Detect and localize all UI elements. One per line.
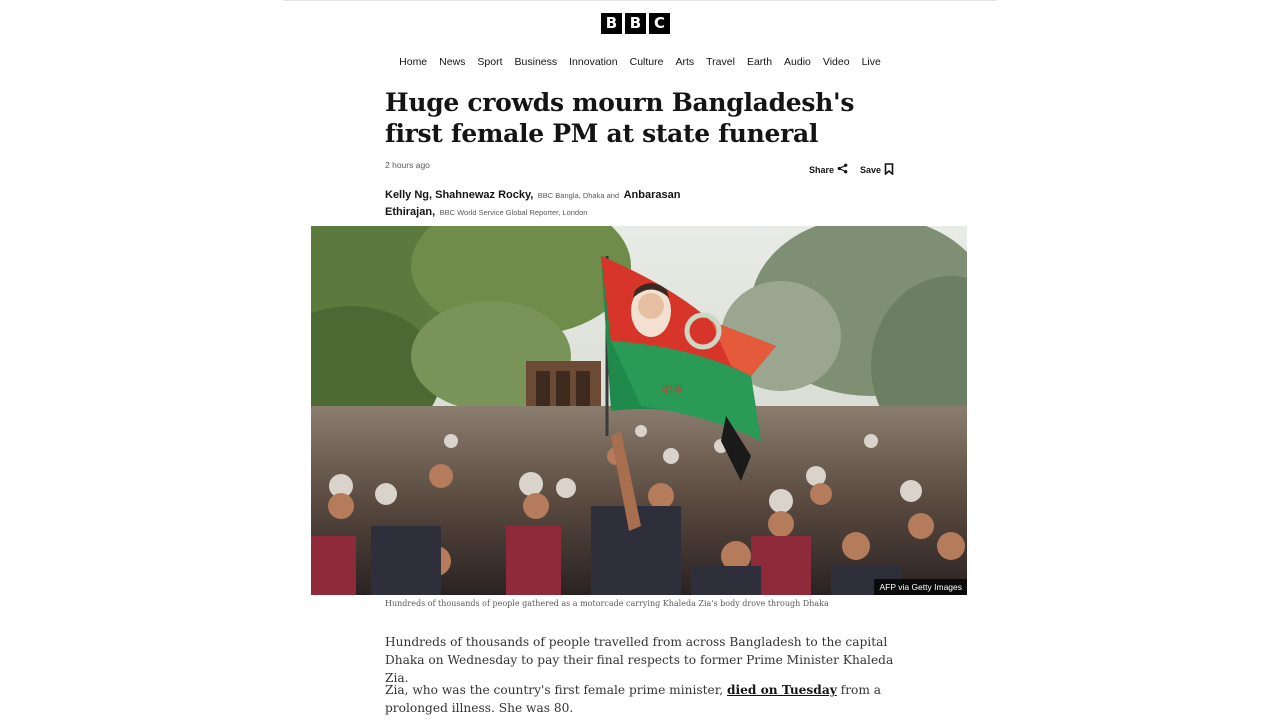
byline-author[interactable]: Kelly Ng, Shahnewaz Rocky,: [385, 189, 534, 201]
nav-item-culture[interactable]: Culture: [629, 56, 664, 68]
nav-item-arts[interactable]: Arts: [675, 56, 695, 68]
article-link[interactable]: died on Tuesday: [726, 683, 837, 697]
share-label: Share: [809, 164, 835, 175]
article-paragraph: [385, 681, 905, 717]
byline-role: BBC Bangla, Dhaka and: [537, 191, 620, 200]
byline-role: BBC World Service Global Reporter, London: [439, 208, 588, 217]
share-button[interactable]: [809, 163, 848, 176]
paragraph-text: from a prolonged illness. She was 80.: [385, 683, 882, 715]
main-nav: [0, 54, 1280, 70]
article-byline: [385, 186, 715, 220]
image-credit: AFP via Getty Images: [874, 579, 967, 595]
save-button[interactable]: [860, 163, 894, 177]
save-label: Save: [860, 165, 882, 175]
nav-item-audio[interactable]: Audio: [784, 56, 811, 68]
hero-image: [311, 226, 967, 595]
nav-item-travel[interactable]: Travel: [706, 56, 735, 68]
share-icon: [837, 163, 848, 176]
paragraph-text: Zia, who was the country's first female prime minister,: [385, 683, 727, 697]
article-headline: Huge crowds mourn Bangladesh's first female PM at state funeral: [385, 88, 855, 148]
hero-photo: [311, 226, 967, 595]
article-paragraph: Hundreds of thousands of people travelled from across Bangladesh to the capital Dhaka on Wednesday to pay their final respects to former Prime Minister Khaleda Zia.: [385, 635, 894, 685]
logo-letter: B: [601, 13, 622, 34]
bookmark-icon: [884, 163, 894, 177]
logo-letter: B: [625, 13, 646, 34]
logo-letter: C: [649, 13, 670, 34]
nav-item-earth[interactable]: Earth: [746, 56, 773, 68]
svg-text:ব্যক: ব্যক: [661, 382, 683, 398]
nav-item-innovation[interactable]: Innovation: [569, 56, 618, 68]
bbc-logo[interactable]: [601, 13, 670, 34]
article-timestamp: 2 hours ago: [385, 160, 430, 170]
image-caption: Hundreds of thousands of people gathered as a motorcade carrying Khaleda Zia's body drove through Dhaka: [385, 599, 829, 608]
nav-item-business[interactable]: Business: [514, 56, 558, 68]
nav-item-home[interactable]: Home: [399, 56, 428, 68]
top-divider: [283, 0, 997, 1]
nav-item-news[interactable]: News: [439, 56, 466, 68]
nav-item-video[interactable]: Video: [822, 56, 850, 68]
byline-author[interactable]: Anbarasan Ethirajan,: [385, 189, 681, 218]
nav-item-sport[interactable]: Sport: [477, 56, 503, 68]
nav-item-live[interactable]: Live: [861, 56, 881, 68]
